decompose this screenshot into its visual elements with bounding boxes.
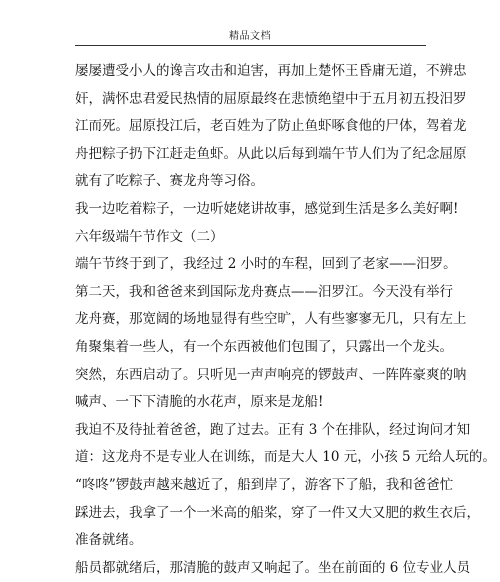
text-line: 角聚集着一些人，有一个东西被他们包围了，只露出一个龙头。 (75, 338, 453, 355)
text-line: 舟把粽子扔下江赶走鱼虾。从此以后每到端午节人们为了纪念屈原 (75, 145, 467, 162)
text-line: 踩进去，我拿了一个一米高的船桨，穿了一件又大又肥的救生衣后， (75, 504, 480, 521)
text-line: 道：这龙舟不是专业人在训练，而是大人 10 元，小孩 5 元给人玩的。 (75, 449, 496, 466)
header-divider (75, 45, 426, 46)
text-line: 屡屡遭受小人的谗言攻击和迫害，再加上楚怀王昏庸无道，不辨忠 (75, 63, 467, 79)
text-line: 奸，满怀忠君爱民热情的屈原最终在悲愤绝望中于五月初五投汨罗 (75, 90, 467, 107)
text-line: 准备就绪。 (75, 532, 143, 549)
section-heading: 六年级端午节作文（二） (75, 228, 224, 245)
document-body (75, 58, 496, 582)
text-line: 突然，东西启动了。只听见一声声响亮的锣鼓声、一阵阵豪爽的呐 (75, 366, 467, 383)
text-line: 江而死。屈原投江后，老百姓为了防止鱼虾啄食他的尸体，驾着龙 (75, 118, 467, 135)
text-line: “咚咚”锣鼓声越来越近了，船到岸了，游客下了船，我和爸爸忙 (75, 476, 454, 493)
text-line: 我一边吃着粽子，一边听姥姥讲故事，感觉到生活是多么美好啊! (75, 200, 459, 217)
page-header-label: 精品文档 (229, 31, 271, 42)
text-line: 我迫不及待扯着爸爸，跑了过去。正有 3 个在排队，经过询问才知 (75, 421, 471, 438)
text-line: 第二天，我和爸爸来到国际龙舟赛点——汨罗江。今天没有举行 (75, 283, 453, 300)
text-line: 喊声、一下下清脆的水花声，原来是龙船! (75, 394, 324, 411)
text-line: 龙舟赛，那宽阔的场地显得有些空旷，人有些寥寥无几，只有左上 (75, 311, 467, 328)
text-line: 船员都就绪后，那清脆的鼓声又响起了。坐在前面的 6 位专业人员 (75, 559, 471, 576)
text-line: 就有了吃粽子、赛龙舟等习俗。 (75, 173, 264, 190)
text-line: 端午节终于到了，我经过 2 小时的车程，回到了老家——汨罗。 (75, 256, 457, 273)
